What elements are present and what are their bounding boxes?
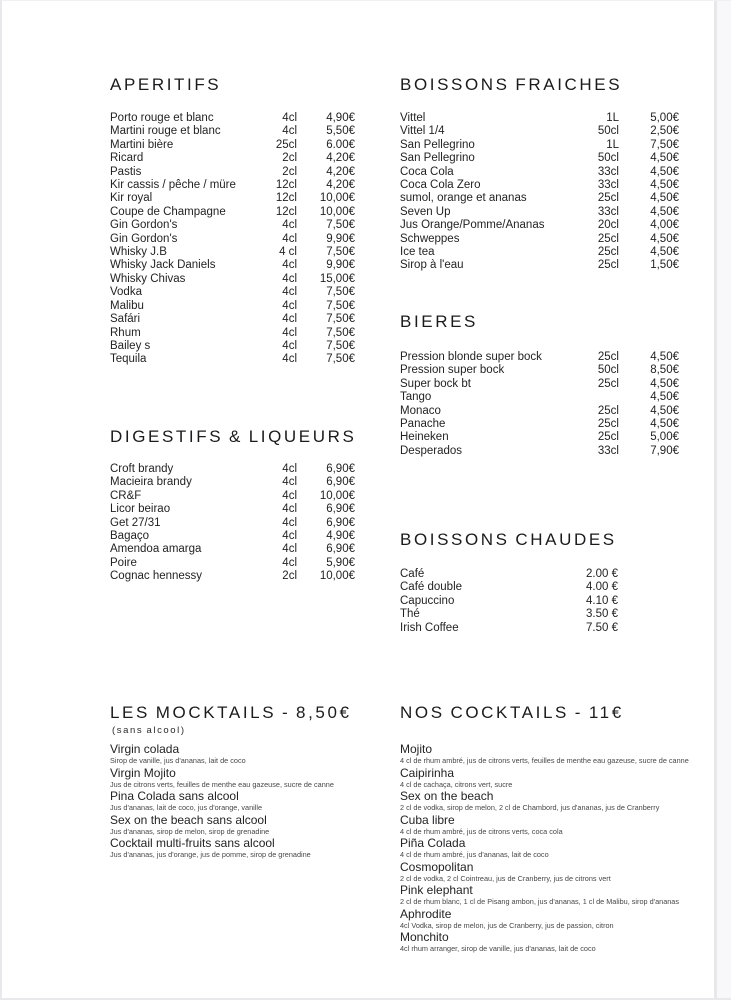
item-price: 7,50€ <box>326 299 355 312</box>
item-size: 25cl <box>597 351 619 363</box>
item-price: 2.00 € <box>586 568 618 580</box>
menu-item-row <box>400 206 679 219</box>
item-name: Gin Gordon's <box>110 219 178 232</box>
menu-item-row <box>400 139 679 152</box>
cocktail-name: Piña Colada <box>400 836 466 850</box>
item-size: 25cl <box>597 246 619 259</box>
item-price: 5,00€ <box>650 112 679 124</box>
mocktails-list <box>110 743 390 861</box>
item-size: 12cl <box>275 192 297 205</box>
cocktail-description: 4 cl de rhum ambré, jus d'ananas, lait de coco <box>400 850 549 859</box>
item-name: Coupe de Champagne <box>110 205 226 218</box>
item-name: Pastis <box>110 165 142 178</box>
digestifs-list <box>110 463 355 584</box>
item-price: 7,50€ <box>326 353 355 366</box>
item-size: 2cl <box>282 570 297 583</box>
item-name: Desperados <box>400 444 463 457</box>
item-name: Vodka <box>110 286 142 299</box>
item-price: 4,20€ <box>326 152 355 165</box>
item-price: 7,50€ <box>326 313 355 326</box>
item-price: 5,50€ <box>326 125 355 138</box>
item-size: 33cl <box>597 179 619 192</box>
item-price: 4,50€ <box>650 418 679 431</box>
item-name: Vittel <box>400 112 426 124</box>
cocktail-description: Jus d'ananas, sirop de melon, sirop de grenadine <box>110 826 270 836</box>
item-size: 4cl <box>282 476 297 489</box>
item-price: 7.50 € <box>586 621 618 634</box>
item-size: 25cl <box>597 404 619 417</box>
item-name: Licor beirao <box>110 503 171 516</box>
item-price: 7,50€ <box>326 326 355 339</box>
section-title-cocktails: NOS COCKTAILS - 11€ <box>400 703 624 722</box>
menu-item-row <box>400 595 618 608</box>
menu-item-row <box>110 313 355 326</box>
item-price: 7,50€ <box>326 246 355 259</box>
cocktail-name: Aphrodite <box>400 906 452 921</box>
cocktail-item <box>400 743 715 767</box>
item-size: 4cl <box>282 313 297 326</box>
item-price: 6,90€ <box>326 503 355 516</box>
item-price: 5,90€ <box>326 556 355 569</box>
item-price: 7,50€ <box>650 138 679 151</box>
item-price: 6,90€ <box>326 543 355 556</box>
menu-item-row <box>400 152 679 165</box>
item-size: 4cl <box>282 326 297 339</box>
item-size: 4cl <box>282 112 297 124</box>
menu-item-row <box>110 152 355 165</box>
cocktail-item <box>110 814 390 838</box>
item-price: 4,50€ <box>650 205 679 218</box>
item-name: Heineken <box>400 431 449 444</box>
item-price: 7,90€ <box>650 444 679 457</box>
menu-item-row <box>400 166 679 179</box>
item-name: Bailey s <box>110 339 151 352</box>
item-price: 4,50€ <box>650 351 679 363</box>
cocktail-item <box>110 743 390 767</box>
item-size: 25cl <box>597 192 619 205</box>
item-name: Schweppes <box>400 232 460 245</box>
item-size: 4cl <box>282 516 297 529</box>
item-price: 1,50€ <box>650 259 679 272</box>
menu-item-row <box>400 192 679 205</box>
item-size: 4 cl <box>279 246 297 259</box>
menu-item-row <box>110 340 355 353</box>
item-name: Kir cassis / pêche / müre <box>110 179 236 192</box>
item-name: Rhum <box>110 326 141 339</box>
item-price: 4.00 € <box>586 581 618 594</box>
item-size: 25cl <box>597 431 619 444</box>
item-size: 4cl <box>282 299 297 312</box>
cocktail-item <box>400 908 715 932</box>
menu-item-row <box>400 418 679 431</box>
cocktail-name: Virgin colada <box>110 742 180 756</box>
menu-item-row <box>110 557 355 570</box>
item-name: Poire <box>110 556 137 569</box>
menu-item-row <box>400 179 679 192</box>
item-name: Seven Up <box>400 205 451 218</box>
item-name: Amendoa amarga <box>110 543 202 556</box>
menu-item-row <box>400 445 679 458</box>
cocktail-description: 4cl Vodka, sirop de melon, jus de Cranberry, jus de passion, citron <box>400 920 614 930</box>
item-price: 9,90€ <box>326 232 355 245</box>
cocktail-description: 4 cl de cachaça, citrons vert, sucre <box>400 779 513 789</box>
item-price: 4,50€ <box>650 165 679 178</box>
menu-item-row <box>400 608 618 621</box>
menu-item-row <box>110 286 355 299</box>
menu-item-row <box>400 568 618 581</box>
menu-item-row <box>110 476 355 489</box>
item-price: 10,00€ <box>319 570 355 583</box>
menu-item-row <box>400 431 679 444</box>
item-name: Sirop à l'eau <box>400 259 464 272</box>
item-price: 4,50€ <box>650 192 679 205</box>
cocktail-description: Jus d'ananas, lait de coco, jus d'orange, vanille <box>110 803 263 812</box>
cocktail-item <box>400 790 715 814</box>
item-size: 4cl <box>282 489 297 502</box>
cocktail-name: Monchito <box>400 930 449 944</box>
item-price: 6,90€ <box>326 476 355 489</box>
menu-item-row <box>400 233 679 246</box>
item-price: 5,00€ <box>650 431 679 444</box>
item-price: 10,00€ <box>319 192 355 205</box>
item-price: 6.00€ <box>326 138 355 151</box>
item-name: CR&F <box>110 489 142 502</box>
menu-item-row <box>110 530 355 543</box>
item-size: 25cl <box>597 377 619 390</box>
menu-item-row <box>400 364 679 377</box>
section-title-boissons-fraiches: BOISSONS FRAICHES <box>400 75 623 94</box>
mocktails-subtitle: (sans alcool) <box>112 725 186 736</box>
menu-item-row <box>110 570 355 583</box>
item-price: 7,50€ <box>326 339 355 352</box>
cocktail-item <box>400 837 715 861</box>
menu-item-row <box>110 125 355 138</box>
menu-item-row <box>400 351 679 364</box>
item-price: 6,90€ <box>326 463 355 475</box>
item-size: 4cl <box>282 530 297 543</box>
item-name: Coca Cola Zero <box>400 179 481 192</box>
cocktail-name: Cuba libre <box>400 812 455 827</box>
cocktail-name: Mojito <box>400 742 433 756</box>
menu-item-row <box>400 112 679 125</box>
item-name: Safári <box>110 313 141 326</box>
item-price: 9,90€ <box>326 259 355 272</box>
cocktail-item <box>400 931 715 955</box>
cocktail-item <box>110 790 390 814</box>
menu-item-row <box>110 179 355 192</box>
item-size: 12cl <box>275 205 297 218</box>
cocktails-list <box>400 743 715 955</box>
item-name: Ice tea <box>400 246 435 259</box>
cocktail-item <box>110 837 390 861</box>
item-price: 4,90€ <box>326 112 355 124</box>
cocktail-description: Sirop de vanille, jus d'ananas, lait de coco <box>110 756 246 765</box>
menu-item-row <box>110 490 355 503</box>
item-size: 2cl <box>282 152 297 165</box>
item-size: 25cl <box>597 259 619 272</box>
menu-item-row <box>110 233 355 246</box>
item-name: Irish Coffee <box>400 621 459 634</box>
item-size: 50cl <box>597 364 619 377</box>
item-price: 4,50€ <box>650 232 679 245</box>
cocktail-description: 2 cl de vodka, sirop de melon, 2 cl de Chambord, jus d'ananas, jus de Cranberry <box>400 803 660 812</box>
menu-item-row <box>400 391 679 404</box>
item-name: Capuccino <box>400 594 455 607</box>
menu-item-row <box>400 405 679 418</box>
menu-item-row <box>110 139 355 152</box>
cocktail-item <box>400 884 715 908</box>
item-size: 4cl <box>282 259 297 272</box>
section-title-aperitifs: APERITIFS <box>110 75 222 94</box>
cocktail-name: Pink elephant <box>400 883 473 897</box>
cocktail-item <box>400 767 715 791</box>
item-name: Jus Orange/Pomme/Ananas <box>400 219 545 232</box>
item-name: Malibu <box>110 299 144 312</box>
menu-item-row <box>110 273 355 286</box>
item-size: 4cl <box>282 125 297 138</box>
item-price: 2,50€ <box>650 125 679 138</box>
menu-item-row <box>110 259 355 272</box>
section-title-boissons-chaudes: BOISSONS CHAUDES <box>400 530 617 549</box>
menu-item-row <box>400 622 618 635</box>
item-name: Ricard <box>110 152 144 165</box>
item-name: Porto rouge et blanc <box>110 112 214 124</box>
item-price: 4,50€ <box>650 152 679 165</box>
item-price: 4,50€ <box>650 377 679 390</box>
menu-item-row <box>110 192 355 205</box>
item-name: Bagaço <box>110 530 150 543</box>
item-price: 4,50€ <box>650 179 679 192</box>
menu-item-row <box>110 353 355 366</box>
item-price: 4,20€ <box>326 165 355 178</box>
item-price: 10,00€ <box>319 205 355 218</box>
boissons-fraiches-list <box>400 112 679 273</box>
item-size: 4cl <box>282 272 297 285</box>
item-price: 7,50€ <box>326 286 355 299</box>
menu-item-row <box>400 581 618 594</box>
item-name: Gin Gordon's <box>110 232 178 245</box>
item-name: San Pellegrino <box>400 138 475 151</box>
item-price: 7,50€ <box>326 219 355 232</box>
item-size: 12cl <box>275 179 297 192</box>
item-price: 8,50€ <box>650 364 679 377</box>
item-name: Whisky Jack Daniels <box>110 259 216 272</box>
item-price: 4.10 € <box>586 594 618 607</box>
item-name: Pression super bock <box>400 364 505 377</box>
item-size: 4cl <box>282 232 297 245</box>
item-name: Martini rouge et blanc <box>110 125 221 138</box>
item-name: Croft brandy <box>110 463 174 475</box>
item-size: 4cl <box>282 219 297 232</box>
menu-item-row <box>110 206 355 219</box>
menu-item-row <box>400 259 679 272</box>
item-price: 3.50 € <box>586 608 618 621</box>
cocktail-item <box>400 861 715 885</box>
menu-item-row <box>110 219 355 232</box>
item-price: 4,50€ <box>650 246 679 259</box>
item-size: 1L <box>606 112 619 124</box>
item-name: Pression blonde super bock <box>400 351 542 363</box>
item-size: 33cl <box>597 444 619 457</box>
menu-item-row <box>110 246 355 259</box>
item-price: 4,50€ <box>650 391 679 404</box>
item-name: Super bock bt <box>400 377 471 390</box>
item-price: 4,50€ <box>650 404 679 417</box>
item-size: 4cl <box>282 556 297 569</box>
aperitifs-list <box>110 112 355 367</box>
item-size: 4cl <box>282 503 297 516</box>
item-size: 4cl <box>282 339 297 352</box>
item-price: 10,00€ <box>319 489 355 502</box>
item-size: 33cl <box>597 205 619 218</box>
cocktail-description: 4cl rhum arranger, sirop de vanille, jus d'ananas, lait de coco <box>400 944 596 953</box>
menu-item-row <box>110 543 355 556</box>
menu-item-row <box>400 125 679 138</box>
item-name: Whisky Chivas <box>110 272 186 285</box>
cocktail-name: Virgin Mojito <box>110 765 176 780</box>
menu-item-row <box>110 300 355 313</box>
bieres-list <box>400 351 679 458</box>
item-size: 25cl <box>597 232 619 245</box>
item-name: Whisky J.B <box>110 246 167 259</box>
item-size: 50cl <box>597 125 619 138</box>
item-name: Monaco <box>400 404 441 417</box>
item-price: 6,90€ <box>326 516 355 529</box>
cocktail-description: 4 cl de rhum ambré, jus de citrons verts, coca cola <box>400 826 563 836</box>
item-name: San Pellegrino <box>400 152 475 165</box>
item-price: 4,90€ <box>326 530 355 543</box>
item-size: 4cl <box>282 286 297 299</box>
item-name: Coca Cola <box>400 165 454 178</box>
cocktail-description: 2 cl de vodka, 2 cl Cointreau, jus de Cranberry, jus de citrons vert <box>400 873 611 883</box>
section-title-digestifs: DIGESTIFS & LIQUEURS <box>110 427 357 446</box>
item-name: Macieira brandy <box>110 476 192 489</box>
cocktail-description: 4 cl de rhum ambré, jus de citrons verts, feuilles de menthe eau gazeuse, sucre de canne <box>400 756 689 765</box>
item-name: Café <box>400 568 425 580</box>
menu-item-row <box>400 378 679 391</box>
menu-item-row <box>110 517 355 530</box>
item-price: 4,20€ <box>326 179 355 192</box>
item-name: Tango <box>400 391 432 404</box>
cocktail-name: Sex on the beach sans alcool <box>110 812 267 827</box>
item-price: 4,00€ <box>650 219 679 232</box>
cocktail-name: Caipirinha <box>400 765 455 780</box>
item-size <box>571 391 619 404</box>
cocktail-description: Jus de citrons verts, feuilles de menthe eau gazeuse, sucre de canne <box>110 779 334 789</box>
cocktail-item <box>400 814 715 838</box>
cocktail-name: Cosmopolitan <box>400 859 474 874</box>
item-name: Martini bière <box>110 138 174 151</box>
item-name: Kir royal <box>110 192 153 205</box>
item-price: 15,00€ <box>319 272 355 285</box>
item-size: 4cl <box>282 543 297 556</box>
menu-item-row <box>110 463 355 476</box>
menu-item-row <box>400 246 679 259</box>
item-name: Panache <box>400 418 446 431</box>
item-name: Cognac hennessy <box>110 570 203 583</box>
cocktail-name: Sex on the beach <box>400 789 494 803</box>
item-name: Vittel 1/4 <box>400 125 445 138</box>
menu-item-row <box>110 166 355 179</box>
menu-item-row <box>400 219 679 232</box>
item-size: 2cl <box>282 165 297 178</box>
item-size: 4cl <box>282 463 297 475</box>
item-name: sumol, orange et ananas <box>400 192 527 205</box>
boissons-chaudes-list <box>400 568 618 635</box>
item-name: Thé <box>400 608 420 621</box>
item-size: 20cl <box>597 219 619 232</box>
menu-item-row <box>110 327 355 340</box>
cocktail-description: Jus d'ananas, jus d'orange, jus de pomme, sirop de grenadine <box>110 850 311 859</box>
item-size: 25cl <box>275 138 297 151</box>
cocktail-name: Pina Colada sans alcool <box>110 789 239 803</box>
item-size: 4cl <box>282 353 297 366</box>
section-title-bieres: BIERES <box>400 312 478 331</box>
item-size: 33cl <box>597 165 619 178</box>
section-title-mocktails: LES MOCKTAILS - 8,50€ <box>110 703 352 722</box>
menu-item-row <box>110 112 355 125</box>
page-edge-shade <box>717 1 731 998</box>
item-size: 1L <box>606 138 619 151</box>
cocktail-name: Cocktail multi-fruits sans alcool <box>110 836 275 850</box>
menu-item-row <box>110 503 355 516</box>
item-size: 50cl <box>597 152 619 165</box>
item-name: Tequila <box>110 353 147 366</box>
cocktail-item <box>110 767 390 791</box>
item-size: 25cl <box>597 418 619 431</box>
cocktail-description: 2 cl de rhum blanc, 1 cl de Pisang ambon, jus d'ananas, 1 cl de Malibu, sirop d'ananas <box>400 897 680 906</box>
item-name: Café double <box>400 581 463 594</box>
item-name: Get 27/31 <box>110 516 161 529</box>
